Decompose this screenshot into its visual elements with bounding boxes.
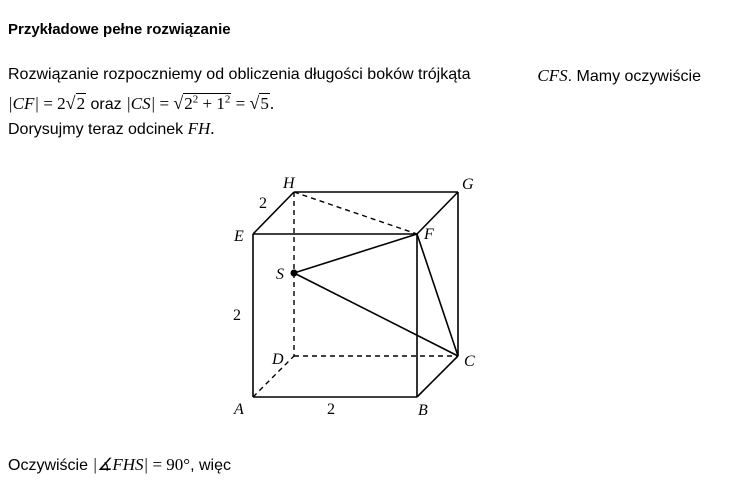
line1-text-a: Rozwiązanie rozpoczniemy od obliczenia długości boków trójkąta [8,66,471,83]
line4-text: Oczywiście [8,457,93,474]
paragraph-line-3 [8,119,215,139]
square-b: 2 [224,93,231,106]
angle-value: = 90° [148,455,191,474]
label-S: S [276,266,284,283]
cube-edges [253,192,458,397]
line1-tail [537,66,701,86]
cf-radicand: 2 [76,94,86,113]
label-G: G [462,176,474,193]
cube-diagram [220,168,490,428]
segment-name: FH [187,119,211,138]
triangle-name: CFS [537,66,568,85]
label-B: B [418,402,428,419]
cs-sqrt: $√2^2 + 1^2$ [173,93,231,113]
line3-text: Dorysujmy teraz odcinek [8,121,188,138]
label-F: F [424,226,434,243]
cs-equals: = [155,94,174,113]
line3-end: . [210,119,215,138]
oraz-word: oraz [86,96,127,113]
line1-text-b: . Mamy oczywiście [567,68,701,85]
dim-label-bottom: 2 [327,401,335,418]
cs-result: 5 [260,94,269,113]
square-a: 2 [192,93,199,106]
label-C: C [464,353,475,370]
paragraph-line-2 [8,93,274,114]
edge-BC [417,356,458,397]
cs-rad-b: 1 [216,94,225,113]
angle-expression: |∡FHS| [92,455,149,474]
cf-sqrt: √2 [65,93,86,113]
section-heading: Przykładowe pełne rozwiązanie [8,21,231,38]
paragraph-line-4 [8,455,231,475]
label-D: D [272,351,284,368]
line2-end: . [269,94,275,113]
cs-result-sqrt: √5 [249,93,269,113]
line4-end: , więc [190,457,231,474]
cs-length-label: |CS| [126,94,156,113]
paragraph-line-1 [8,66,701,86]
dim-label-top: 2 [259,195,267,212]
label-A: A [234,401,244,418]
segment-HF [294,192,417,234]
label-E: E [234,228,244,245]
cs-rad-a: 2 [184,94,193,113]
label-H: H [283,175,295,192]
cf-equals: = 2 [39,94,66,113]
cf-length-label: |CF| [8,94,40,113]
cs-rad-plus: + [198,94,217,113]
dim-label-side: 2 [233,307,241,324]
cs-equals-2: = [231,94,250,113]
segment-SC [294,273,458,356]
point-S [291,270,298,277]
segment-SF [294,234,417,273]
